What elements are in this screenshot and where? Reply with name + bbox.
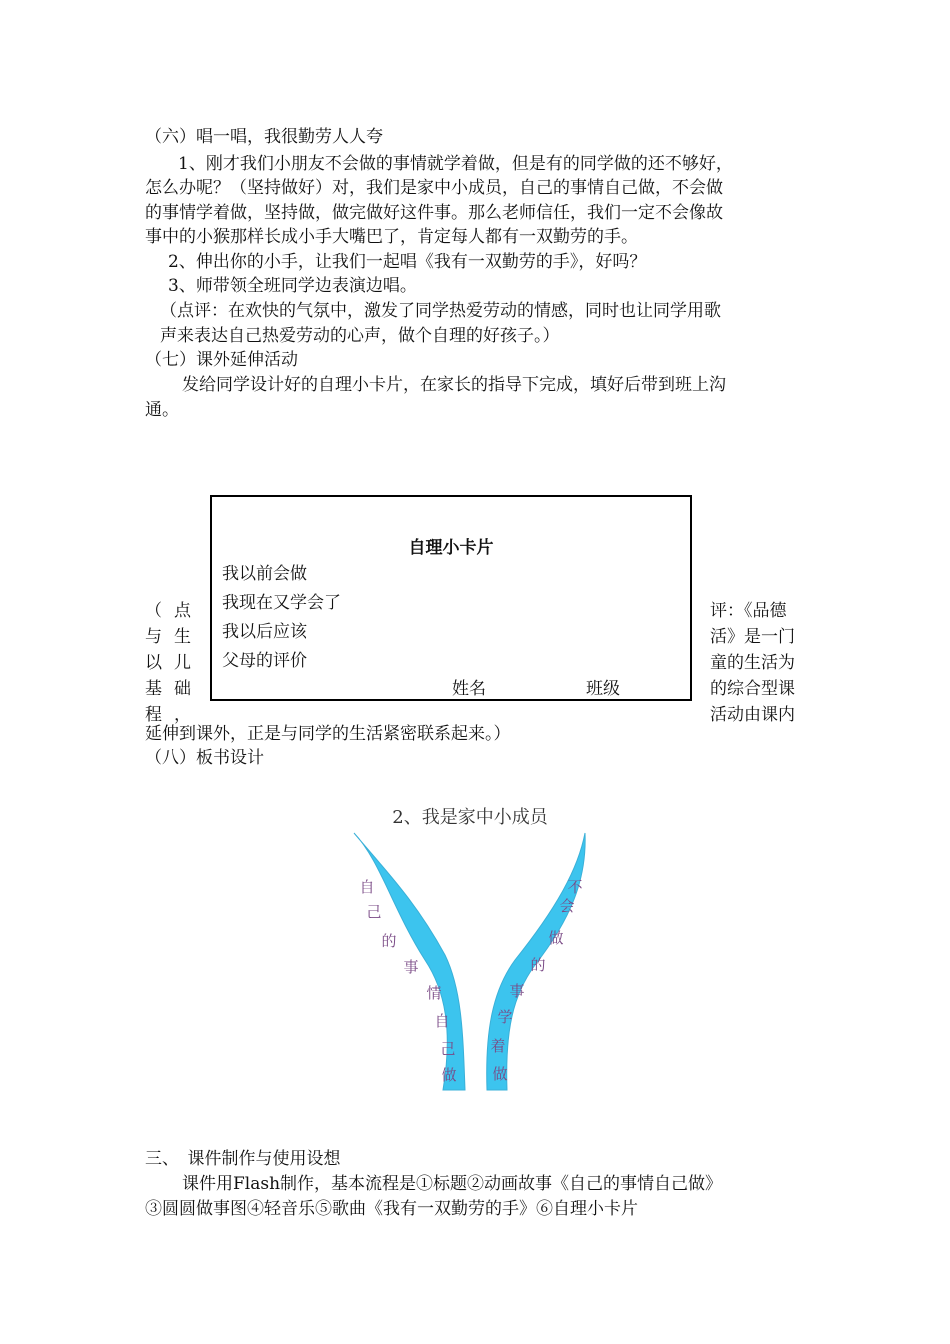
right-hand-char: 不 bbox=[567, 878, 583, 896]
paragraph-line: 课件用Flash制作，基本流程是①标题②动画故事《自己的事情自己做》 bbox=[182, 1174, 723, 1194]
left-hand-char: 的 bbox=[381, 932, 397, 950]
wrap-left-line: 程 ， bbox=[145, 705, 191, 725]
paragraph-line: 事中的小猴那样长成小手大嘴巴了，肯定每人都有一双勤劳的手。 bbox=[145, 227, 638, 247]
right-hand-char: 学 bbox=[497, 1008, 513, 1026]
wrap-right-column bbox=[710, 598, 795, 728]
card-item-now: 我现在又学会了 bbox=[222, 593, 341, 613]
right-hand-char: 做 bbox=[492, 1065, 508, 1083]
section-heading-8: （八）板书设计 bbox=[145, 748, 264, 768]
board-title: 2、我是家中小成员 bbox=[392, 807, 548, 828]
card-class-label: 班级 bbox=[586, 679, 620, 699]
paragraph-line: 通。 bbox=[145, 400, 179, 420]
hands-diagram bbox=[345, 800, 595, 1095]
wrap-right-line: 童的生活为 bbox=[710, 653, 795, 673]
self-care-card bbox=[210, 495, 692, 701]
card-name-label: 姓名 bbox=[452, 679, 486, 699]
wrap-left-line: 与 生 bbox=[145, 627, 191, 647]
left-hand-char: 己 bbox=[440, 1040, 456, 1058]
left-hand-char: 做 bbox=[441, 1066, 457, 1084]
comment-line: 声来表达自己热爱劳动的心声，做个自理的好孩子。） bbox=[160, 326, 560, 346]
wrap-left-line: 基 础 bbox=[145, 679, 191, 699]
paragraph-line: 2、伸出你的小手，让我们一起唱《我有一双勤劳的手》，好吗？ bbox=[168, 252, 647, 272]
wrap-left-column bbox=[145, 598, 191, 728]
card-item-future: 我以后应该 bbox=[222, 622, 307, 642]
section-heading-6: （六）唱一唱，我很勤劳人人夸 bbox=[145, 127, 383, 147]
paragraph-line: 怎么办呢？（坚持做好）对，我们是家中小成员，自己的事情自己做，不会做 bbox=[145, 178, 723, 198]
blackboard-design bbox=[345, 800, 595, 1095]
wrap-right-line: 评：《品德 bbox=[710, 601, 787, 621]
paragraph-line: 3、师带领全班同学边表演边唱。 bbox=[168, 276, 417, 296]
right-hand-char: 会 bbox=[559, 897, 575, 915]
left-hand-char: 情 bbox=[426, 984, 442, 1002]
wrap-right-line: 活动由课内 bbox=[710, 705, 795, 725]
right-hand-char: 的 bbox=[530, 956, 546, 974]
paragraph-line: 1、刚才我们小朋友不会做的事情就学着做，但是有的同学做的还不够好， bbox=[178, 154, 733, 174]
comment-tail-line: 延伸到课外，正是与同学的生活紧密联系起来。） bbox=[145, 724, 511, 744]
left-hand-char: 事 bbox=[403, 958, 419, 976]
wrap-right-line: 活》是一门 bbox=[710, 627, 795, 647]
section-heading-3: 三、 课件制作与使用设想 bbox=[145, 1149, 341, 1169]
left-hand-char: 自 bbox=[359, 878, 375, 896]
paragraph-line: ③圆圆做事图④轻音乐⑤歌曲《我有一双勤劳的手》⑥自理小卡片 bbox=[145, 1199, 638, 1219]
section-heading-7: （七）课外延伸活动 bbox=[145, 350, 298, 370]
left-hand-char: 自 bbox=[434, 1012, 450, 1030]
wrap-right-line: 的综合型课 bbox=[710, 679, 795, 699]
wrap-left-line: 以 儿 bbox=[145, 653, 191, 673]
paragraph-line: 发给同学设计好的自理小卡片，在家长的指导下完成，填好后带到班上沟 bbox=[182, 375, 726, 395]
paragraph-line: 的事情学着做，坚持做，做完做好这件事。那么老师信任，我们一定不会像故 bbox=[145, 203, 723, 223]
comment-line: （点评：在欢快的气氛中，激发了同学热爱劳动的情感，同时也让同学用歌 bbox=[160, 301, 721, 321]
card-item-before: 我以前会做 bbox=[222, 564, 307, 584]
right-hand-char: 事 bbox=[509, 982, 525, 1000]
wrap-left-line: （ 点 bbox=[145, 601, 191, 621]
card-item-parent-review: 父母的评价 bbox=[222, 651, 307, 671]
left-hand-char: 己 bbox=[366, 903, 382, 921]
right-hand-char: 做 bbox=[548, 929, 564, 947]
right-hand-char: 着 bbox=[490, 1037, 506, 1055]
card-title: 自理小卡片 bbox=[408, 538, 494, 558]
